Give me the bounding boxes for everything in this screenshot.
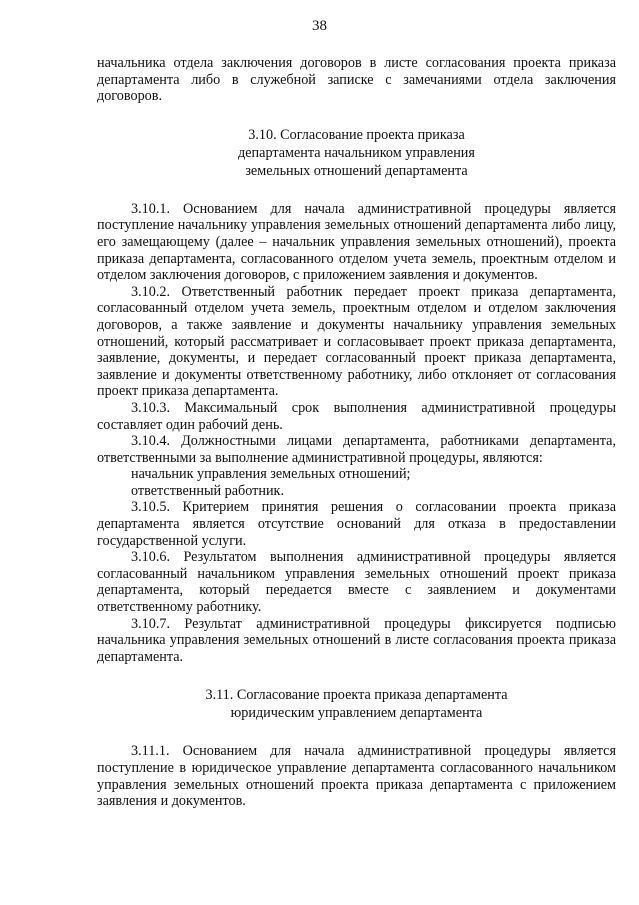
intro-paragraph: начальника отдела заключения договоров в листе согласования проекта приказа департамента либо в служебной записке с замечаниями отдела заключения договоров. bbox=[97, 55, 616, 105]
list-item-1: начальник управления земельных отношений; bbox=[131, 466, 411, 483]
section-3-11-heading bbox=[97, 686, 616, 722]
paragraph-3-11-1: 3.11.1. Основанием для начала административной процедуры является поступление в юридическое управление департамента согласованного начальником управления земельных отношений проекта приказа департамента с приложением заявления и документов. bbox=[97, 743, 616, 810]
paragraph-3-10-2: 3.10.2. Ответственный работник передает проект приказа департамента, согласованный отделом учета земель, проектным отделом и отделом заключения договоров, а также заявление и документы начальнику управления земельных отношений, который рассматривает и согласовывает проект приказа департамента, заявление, документы, и передает согласованный проект приказа департамента, заявление и документы ответственному работнику, либо отклоняет от согласования проект приказа департамента. bbox=[97, 283, 616, 400]
paragraph-3-10-3: 3.10.3. Максимальный срок выполнения административной процедуры составляет один рабочий день. bbox=[97, 399, 616, 433]
paragraph-3-10-5: 3.10.5. Критерием принятия решения о согласовании проекта приказа департамента является отсутствие оснований для отказа в предоставлении государственной услуги. bbox=[97, 499, 616, 549]
paragraph-3-10-7: 3.10.7. Результат административной процедуры фиксируется подписью начальника управления земельных отношений в листе согласования проекта приказа департамента. bbox=[97, 615, 616, 665]
document-body bbox=[97, 55, 616, 810]
section-3-10-heading bbox=[97, 126, 616, 180]
list-item-2: ответственный работник. bbox=[131, 482, 285, 499]
section-3-10-heading-line-1: 3.10. Согласование проекта приказа bbox=[248, 126, 465, 143]
section-3-11-heading-line-2: юридическим управлением департамента bbox=[230, 705, 483, 722]
page-number: 38 bbox=[312, 18, 327, 34]
section-3-11-heading-line-1: 3.11. Согласование проекта приказа департамента bbox=[205, 687, 508, 704]
paragraph-3-10-6: 3.10.6. Результатом выполнения административной процедуры является согласованный начальником управления земельных отношений проект приказа департамента, который передается вместе с заявлением и документами ответственному работнику. bbox=[97, 549, 616, 616]
section-3-10-heading-line-3: земельных отношений департамента bbox=[245, 162, 468, 179]
paragraph-3-10-1: 3.10.1. Основанием для начала административной процедуры является поступление начальнику управления земельных отношений департамента либо лицу, его замещающему (далее – начальник управления земельных отношений), проекта приказа департамента, согласованного отделом учета земель, проектным отделом и отделом заключения договоров, с приложением заявления и документов. bbox=[97, 200, 616, 284]
section-3-10-heading-line-2: департамента начальником управления bbox=[238, 144, 475, 161]
paragraph-3-10-4: 3.10.4. Должностными лицами департамента, работниками департамента, ответственными за выполнение административной процедуры, являются: bbox=[97, 433, 616, 466]
